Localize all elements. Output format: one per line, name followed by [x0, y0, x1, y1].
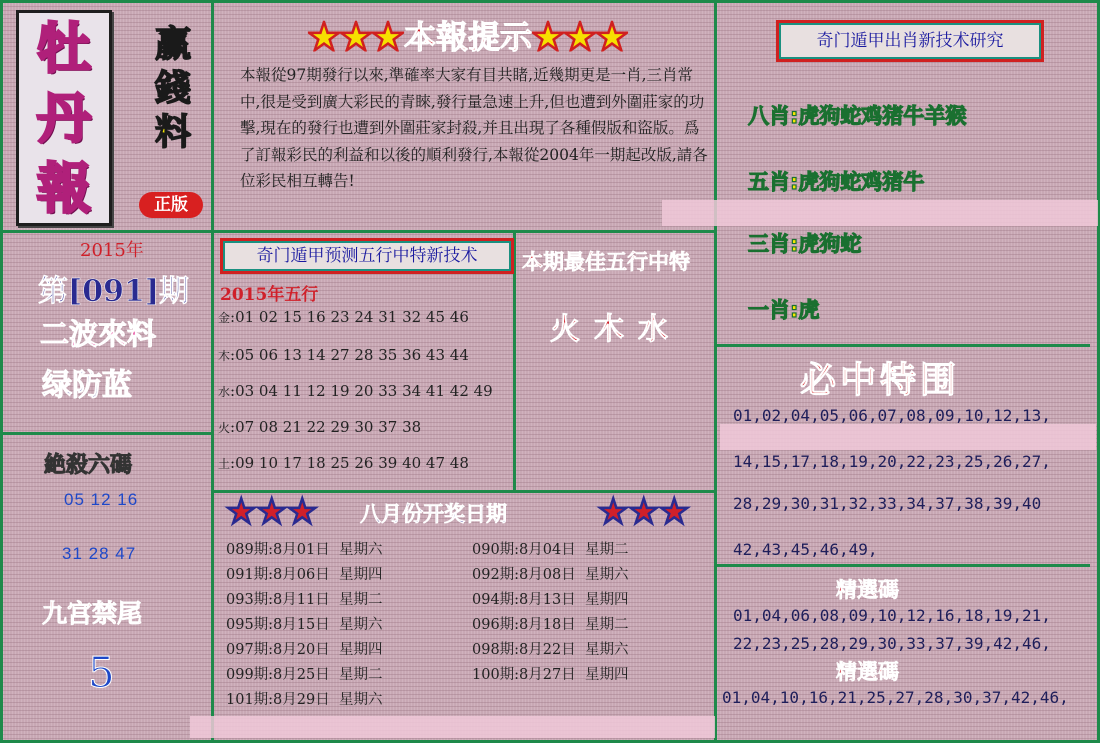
wuxing-year-label: 2015年五行	[220, 285, 319, 305]
selected-numbers-row: 22,23,25,28,29,30,33,37,39,42,46,	[733, 634, 1051, 653]
guard-label: 绿防蓝	[42, 368, 132, 403]
zodiac-five: 五肖:虎狗蛇鸡猪牛	[748, 170, 925, 194]
schedule-title: 八月份开奖日期	[360, 502, 507, 526]
grid-line	[714, 0, 717, 743]
must-numbers-row: 14,15,17,18,19,20,22,23,25,26,27,	[733, 452, 1051, 471]
notice-title-text: 本報提示	[404, 18, 533, 56]
schedule-row: 091期:8月06日 星期四	[226, 567, 383, 583]
must-numbers-row: 28,29,30,31,32,33,34,37,38,39,40	[733, 494, 1042, 513]
element-numbers: 01 02 15 16 23 24 31 32 45 46	[235, 308, 469, 326]
grid-line	[714, 344, 1090, 347]
schedule-row: 097期:8月20日 星期四	[226, 642, 383, 658]
genuine-badge: 正版	[139, 192, 203, 218]
element-label: 水	[218, 385, 231, 399]
selected-numbers-row: 01,04,06,08,09,10,12,16,18,19,21,	[733, 606, 1051, 625]
slogan-char: 赢	[154, 23, 191, 65]
schedule-row: 094期:8月13日 星期四	[472, 592, 629, 608]
notice-body: 本報從97期發行以來,準確率大家有目共睹,近幾期更是一肖,三肖常中,很是受到廣大彩民的青睞,發行量急速上升,但也遭到外圍莊家的功擊,現在的發行也遭到外圍莊家封殺,并且出現了各種假版和盜版。爲了訂報彩民的利益和以後的順利發行,本報從2004年一期起改版,請各位彩民相互轉告!	[240, 66, 708, 190]
star-icon: ★★★	[226, 492, 318, 532]
kill-numbers-row: 05 12 16	[64, 490, 139, 509]
logo-char: 牡	[37, 16, 91, 80]
element-numbers: 09 10 17 18 25 26 39 40 47 48	[235, 454, 469, 472]
schedule-row: 092期:8月08日 星期六	[472, 567, 629, 583]
wuxing-row: 水:03 04 11 12 19 20 33 34 41 42 49	[218, 382, 493, 400]
selected-numbers-row: 01,04,10,16,21,25,27,28,30,37,42,46,	[722, 688, 1069, 707]
selected-title: 精選碼	[836, 659, 899, 684]
slogan-char: 錢	[154, 67, 191, 109]
must-title: 必中特围	[800, 359, 961, 401]
element-numbers: 03 04 11 12 19 20 33 34 41 42 49	[235, 382, 493, 400]
grid-line	[0, 432, 214, 435]
tail-title: 九宫禁尾	[42, 599, 143, 628]
logo-char: 報	[37, 156, 91, 220]
schedule-row: 098期:8月22日 星期六	[472, 642, 629, 658]
must-numbers-row: 42,43,45,46,49,	[733, 540, 878, 559]
zodiac-eight: 八肖:虎狗蛇鸡猪牛羊猴	[748, 104, 967, 128]
decor-bar	[720, 424, 1096, 450]
star-icon: ★★★	[598, 492, 690, 532]
element-label: 木	[218, 349, 231, 363]
schedule-row: 093期:8月11日 星期二	[226, 592, 383, 608]
element-label: 火	[218, 421, 231, 435]
grid-line	[0, 0, 1100, 3]
zodiac-three: 三肖:虎狗蛇	[748, 232, 862, 256]
star-icon: ★★★	[308, 18, 405, 56]
schedule-row: 101期:8月29日 星期六	[226, 692, 383, 708]
tail-value: 5	[88, 648, 115, 697]
decor-bar	[662, 200, 1098, 226]
must-numbers-row: 01,02,04,05,06,07,08,09,10,12,13,	[733, 406, 1051, 425]
best-wuxing-title: 本期最佳五行中特	[522, 249, 690, 274]
notice-title	[308, 12, 628, 58]
wuxing-header: 奇门遁甲预测五行中特新技术	[220, 238, 514, 274]
element-numbers: 05 06 13 14 27 28 35 36 43 44	[235, 346, 469, 364]
grid-line	[211, 0, 214, 743]
masthead-logo	[16, 10, 112, 226]
wuxing-row: 金:01 02 15 16 23 24 31 32 45 46	[218, 308, 469, 326]
wuxing-row: 土:09 10 17 18 25 26 39 40 47 48	[218, 454, 469, 472]
issue-number: 第[091]期	[38, 274, 190, 309]
star-icon: ★★★	[532, 18, 629, 56]
issue-year: 2015年	[80, 240, 144, 261]
schedule-row: 096期:8月18日 星期二	[472, 617, 629, 633]
element-label: 金	[218, 311, 231, 325]
element-numbers: 07 08 21 22 29 30 37 38	[235, 418, 422, 436]
best-wuxing-value: 火木水	[550, 312, 682, 347]
schedule-row: 090期:8月04日 星期二	[472, 542, 629, 558]
slogan-char: 料	[154, 111, 191, 153]
kill-numbers-row: 31 28 47	[62, 544, 137, 563]
schedule-row: 095期:8月15日 星期六	[226, 617, 383, 633]
zodiac-one: 一肖:虎	[748, 298, 820, 322]
schedule-row: 099期:8月25日 星期二	[226, 667, 383, 683]
grid-line	[0, 0, 3, 743]
schedule-row: 089期:8月01日 星期六	[226, 542, 383, 558]
selected-title: 精選碼	[836, 577, 899, 602]
element-label: 土	[218, 457, 231, 471]
kill-six-title: 絶殺六碼	[44, 453, 133, 478]
logo-char: 丹	[37, 86, 91, 150]
decor-bar	[190, 716, 715, 738]
grid-line	[0, 230, 717, 233]
schedule-row: 100期:8月27日 星期四	[472, 667, 629, 683]
grid-line	[714, 564, 1090, 567]
wuxing-row: 火:07 08 21 22 29 30 37 38	[218, 418, 422, 436]
zodiac-header: 奇门遁甲出肖新技术研究	[776, 20, 1044, 62]
wuxing-row: 木:05 06 13 14 27 28 35 36 43 44	[218, 346, 469, 364]
slogan-vertical	[150, 22, 196, 154]
wave-label: 二波來料	[40, 317, 157, 351]
